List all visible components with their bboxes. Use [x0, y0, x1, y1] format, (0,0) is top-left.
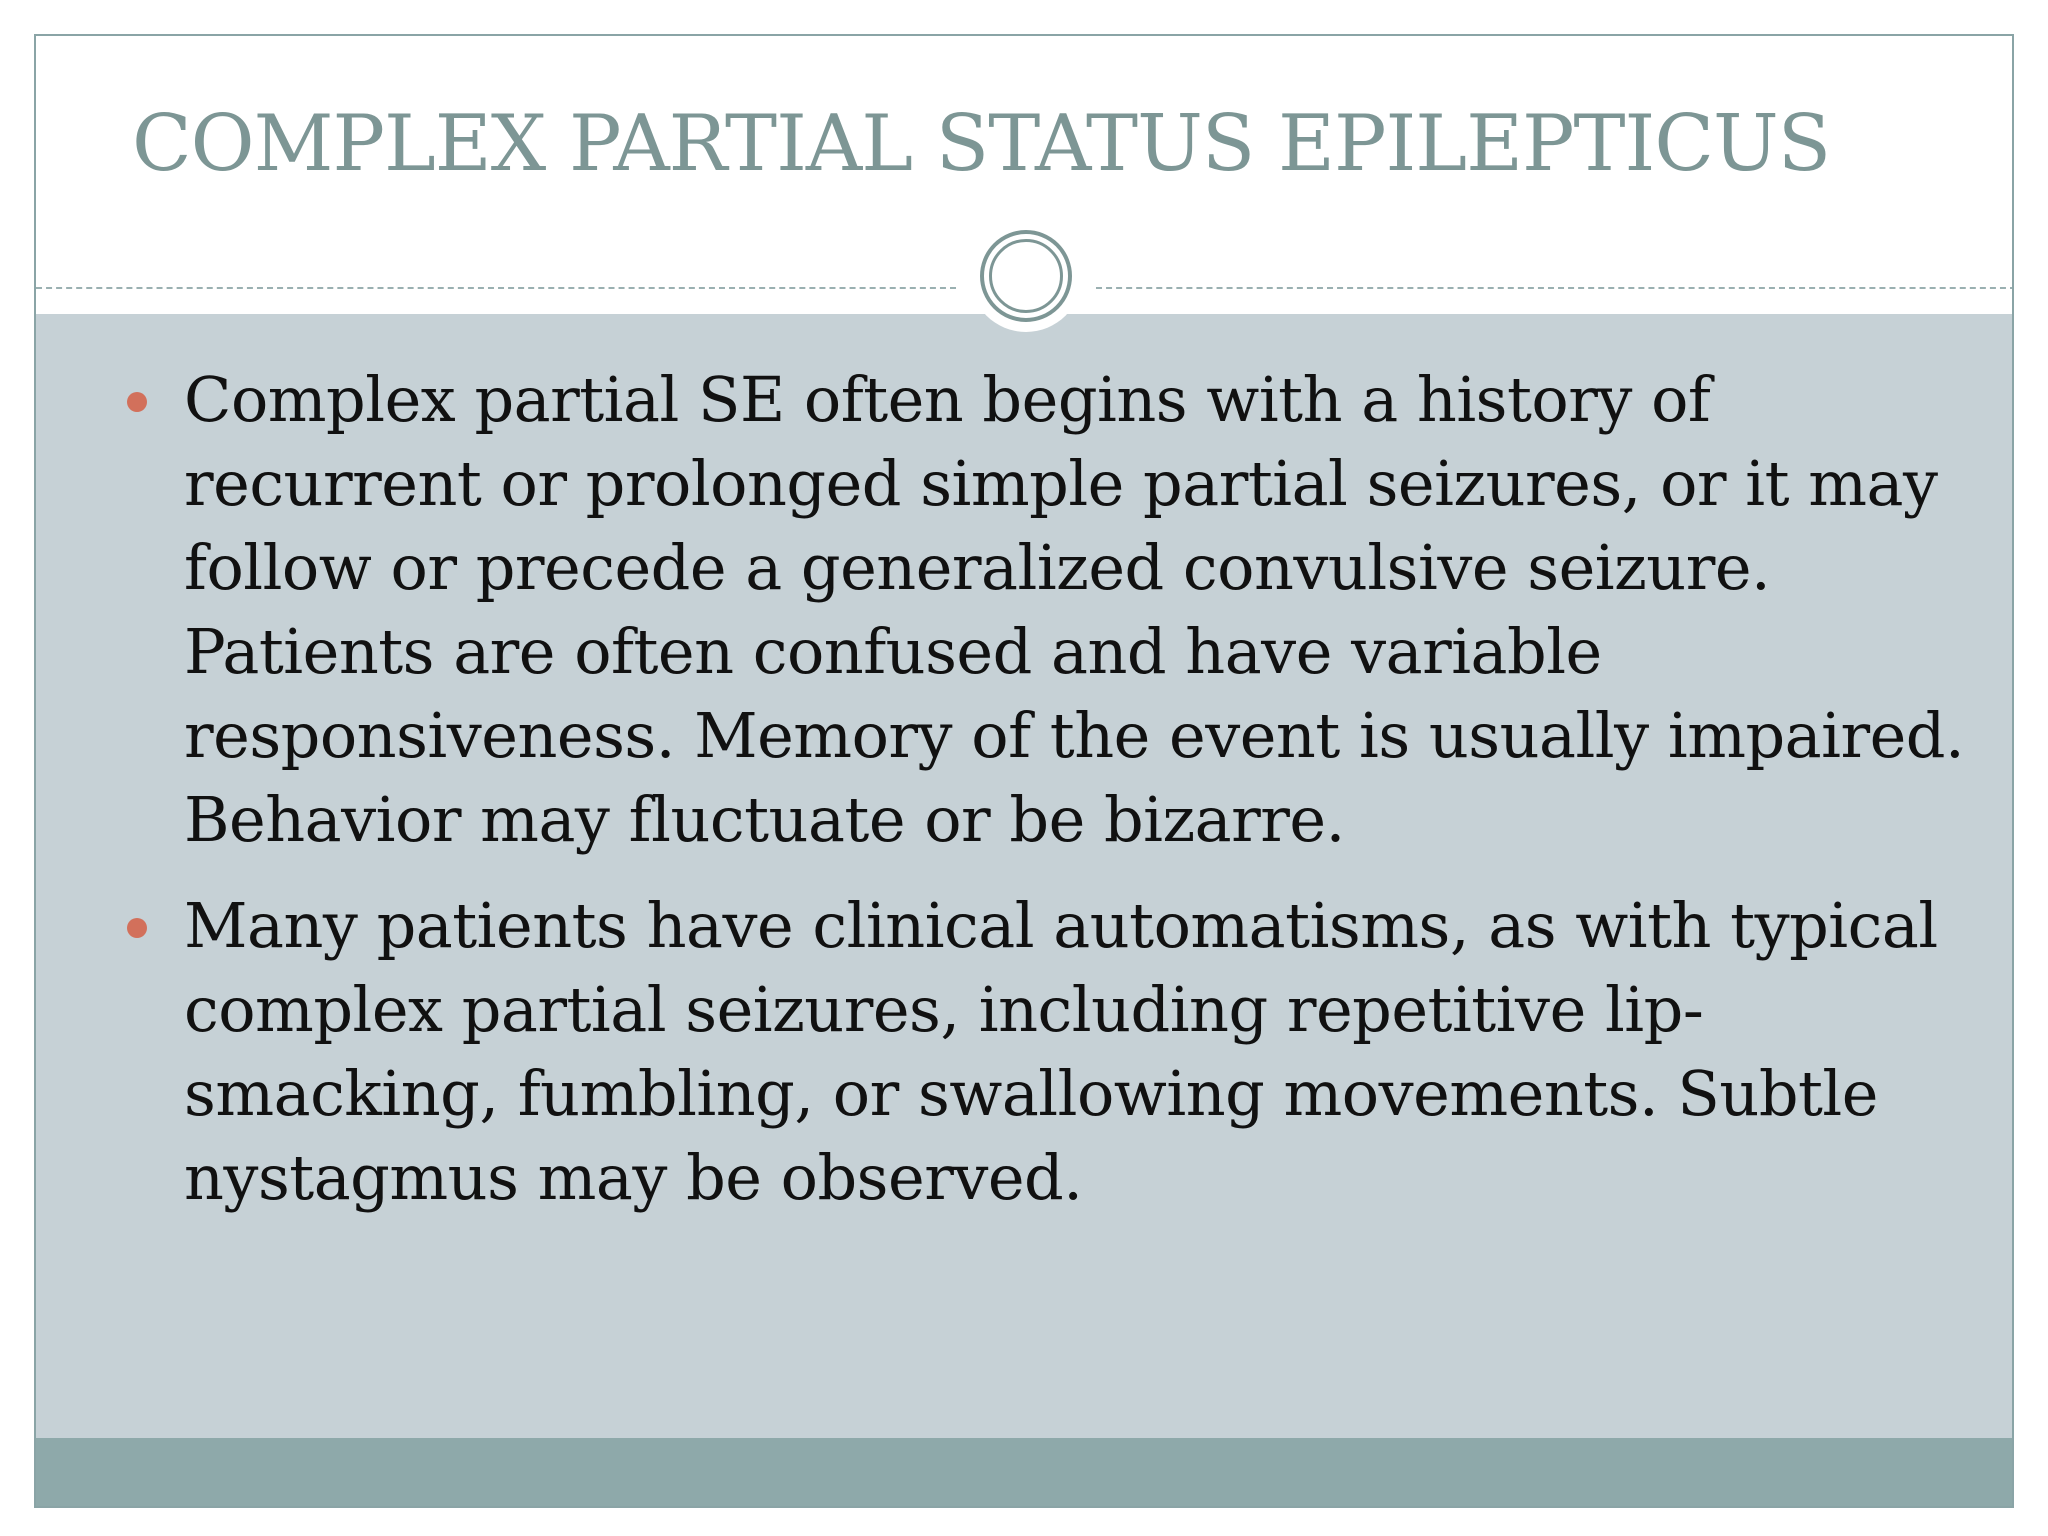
bullet-text: Complex partial SE often begins with a history of recurrent or prolonged simple partial seizures, or it may follow or precede a generalized convulsive seizure. Patients are often confused and have variable responsiveness. Memory of the event is usually impaired. Behavior may fluctuate or be bizarre. [184, 363, 1965, 856]
double-ring-icon [980, 230, 1072, 322]
bullet-dot-icon [127, 918, 147, 938]
list-item [96, 358, 1976, 862]
slide-title: COMPLEX PARTIAL STATUS EPILEPTICUS [132, 99, 1831, 189]
title-divider-right [1096, 287, 2014, 289]
footer-bar [36, 1438, 2012, 1508]
title-divider-left [36, 287, 956, 289]
list-item [96, 884, 1976, 1220]
bullet-text: Many patients have clinical automatisms, as with typical complex partial seizures, including repetitive lip-smacking, fumbling, or swallowing movements. Subtle nystagmus may be observed. [184, 889, 1938, 1214]
bullet-dot-icon [127, 392, 147, 412]
bullet-list [96, 358, 1976, 1242]
slide [34, 34, 2014, 1508]
